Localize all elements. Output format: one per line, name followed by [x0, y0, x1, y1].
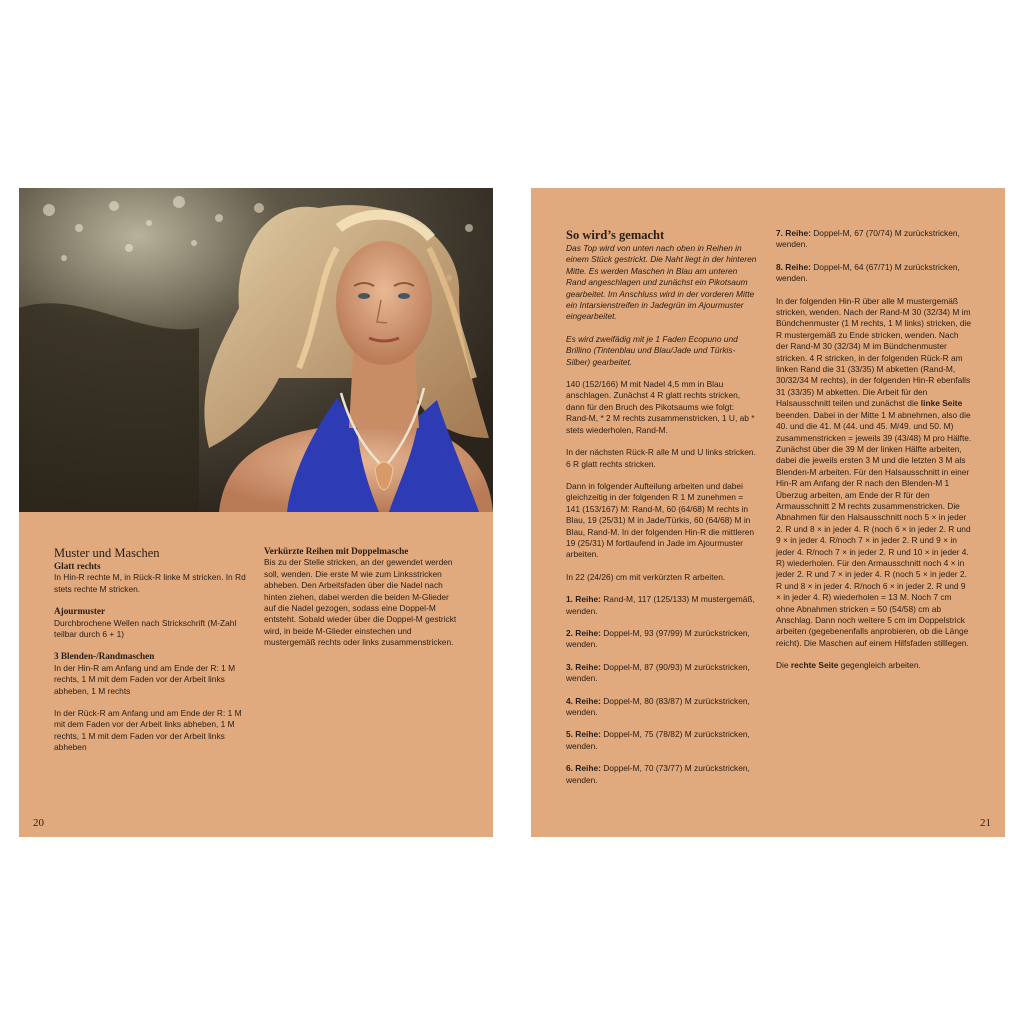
model-photo-illustration — [19, 188, 493, 512]
intro-italic: Es wird zweifädig mit je 1 Faden Ecopuno und Brillino (Tintenblau und Blau/Jade und Türkis-Silber) gearbeitet. — [566, 333, 738, 367]
section-heading-so-wirds-gemacht: So wird’s gemacht — [566, 228, 665, 242]
right-col-2 — [776, 228, 972, 672]
subheading: Ajourmuster — [54, 606, 106, 617]
row-instruction: 2. Reihe: Doppel-M, 93 (97/99) M zurückstricken, wenden. — [566, 627, 750, 650]
row-instruction: 5. Reihe: Doppel-M, 75 (78/82) M zurückstricken, wenden. — [566, 729, 750, 751]
intro-italic: Das Top wird von unten nach oben in Reihen in einem Stück gestrickt. Die Naht liegt in der hinteren Mitte. Es werden Maschen in Blau am unteren Rand angeschlagen und zunächst ein Pikotsaum gearbeitet. Im Anschluss wird in der vorderen Mitte ein Intarsienstreifen in Jadegrün im Ajourmuster eingearbeitet. — [566, 243, 757, 322]
body-text: In der nächsten Rück-R alle M und U links stricken. 6 R glatt rechts stricken. — [566, 447, 756, 469]
body-text: In der Hin-R am Anfang und am Ende der R: 1 M rechts, 1 M mit dem Faden vor der Arbeit links abheben, 1 M rechts — [54, 662, 236, 696]
body-text: In 22 (24/26) cm mit verkürzten R arbeiten. — [566, 571, 726, 582]
page-number-right: 21 — [980, 817, 991, 829]
left-page — [19, 188, 493, 837]
section-heading-muster: Muster und Maschen — [54, 546, 160, 560]
section-ajourmuster — [54, 606, 246, 640]
row-instruction: 4. Reihe: Doppel-M, 80 (83/87) M zurückstricken, wenden. — [566, 695, 750, 717]
page-number-left: 20 — [33, 817, 44, 829]
body-text: In der Rück-R am Anfang und am Ende der R: 1 M mit dem Faden vor der Arbeit links abheben, 1 M rechts, 1 M mit dem Faden vor der Arbeit links abheben — [54, 708, 242, 753]
row-instruction: 8. Reihe: Doppel-M, 64 (67/71) M zurückstricken, wenden. — [776, 261, 960, 284]
body-text: Dann in folgender Aufteilung arbeiten und dabei gleichzeitig in der folgenden R 1 M zunehmen = 141 (153/167) M: Rand-M, 60 (64/68) M rechts in Blau, 19 (25/31) M in Jade/Türkis, 60 (64/68) M in Blau, Rand-M. In der folgenden Hin-R die mittleren 19 (25/31) M fortlaufend in Jade im Ajourmuster arbeiten. — [566, 480, 755, 560]
body-text: Bis zu der Stelle stricken, an der gewendet werden soll, wenden. Die erste M wie zum Linksstricken abheben. Den Arbeitsfaden über die Nadel nach hinten ziehen, dabei werden die beiden M-Glieder auf die Nadel gezogen, sodass eine Doppel-M entsteht. Sobald wieder über die Doppel-M gestrickt wird, in beide M-Glieder einstechen und mustergemäß rechts oder links zusammenstricken. — [264, 557, 457, 648]
model-photo — [19, 188, 493, 512]
row-instruction: 6. Reihe: Doppel-M, 70 (73/77) M zurückstricken, wenden. — [566, 763, 750, 785]
row-instruction: 7. Reihe: Doppel-M, 67 (70/74) M zurückstricken, wenden. — [776, 228, 960, 250]
left-col-2 — [264, 546, 460, 649]
body-text: In Hin-R rechte M, in Rück-R linke M stricken. In Rd stets rechte M stricken. — [54, 572, 246, 594]
right-col-1 — [566, 228, 758, 786]
section-glatt-rechts — [54, 561, 246, 595]
body-text: Die rechte Seite gegengleich arbeiten. — [776, 660, 921, 671]
section-blenden-randmaschen — [54, 651, 246, 753]
subheading: Glatt rechts — [54, 561, 101, 571]
body-text: Durchbrochene Wellen nach Strickschrift (M-Zahl teilbar durch 6 + 1) — [54, 617, 237, 640]
body-text: In der folgenden Hin-R über alle M mustergemäß stricken, wenden. Nach der Rand-M 30 (32/34) M im Bündchenmuster (1 M rechts, 1 M links) stricken, die R mustergemäß zu Ende stricken, wenden. Nach der Rand-M 30 (32/34) M im Bündchenmuster stricken. 4 R stricken, in der folgenden Rück-R am linken Rand die 31 (33/35) M abketten (Rand-M, 30/32/34 M rechts), in der folgenden Hin-R ebenfalls 31 (33/35) M abketten. Die Arbeit für den Halsausschnitt teilen und zunächst die linke Seite beenden. Dabei in der Mitte 1 M abnehmen, also die 40. und die 41. M (44. und 45. M/49. und 50. M) zusammenstricken = jeweils 39 (43/48) M pro Hälfte. Zunächst über die 39 M der linken Hälfte arbeiten, dabei die jeweils ersten 3 M und die letzten 3 M als Blenden-M arbeiten. Für den Halsausschnitt in einer Hin-R am Anfang der R nach den Blenden-M 1 Überzug arbeiten, am Ende der R für den Armausschnitt 2 M rechts zusammenstricken. Die Abnahmen für den Halsausschnitt noch 5 × in jeder 2. R und 8 × in jeder 4. R (noch 6 × in jeder 2. R und 9 × in jeder 4. R/noch 7 × in jeder 2. R und 9 × in jeder 4. R/noch 7 × in jeder 2. R und 10 × in jeder 4. R) wiederholen. Für den Armausschnitt noch 4 × in jeder 2. R und 7 × in jeder 4. R (noch 5 × in jeder 2. R und 8 × in jeder 4. R/noch 6 × in jeder 2. R und 9 × in jeder 4. R) wiederholen = 13 M. Noch 7 cm ohne Abnahmen stricken = 50 (54/58) cm ab Anschlag. Dann noch weitere 5 cm im Doppelstrick arbeiten (gegebenenfalls anprobieren, ob die Länge reicht). Die Maschen auf einem Hilfsfaden stilllegen. — [776, 295, 972, 648]
row-instruction: 1. Reihe: Rand-M, 117 (125/133) M mustergemäß, wenden. — [566, 594, 755, 616]
body-text: 140 (152/166) M mit Nadel 4,5 mm in Blau anschlagen. Zunächst 4 R glatt rechts stricken, dann für den Bruch des Pikotsaums wie folgt: Rand-M, * 2 M rechts zusammenstricken, 1 U, ab * stets wiederholen, Rand-M. — [566, 379, 755, 435]
row-instruction: 3. Reihe: Doppel-M, 87 (90/93) M zurückstricken, wenden. — [566, 661, 750, 684]
subheading: 3 Blenden-/Randmaschen — [54, 651, 155, 662]
right-page — [531, 188, 1005, 837]
left-col-1 — [54, 546, 246, 765]
subheading-verkuerzte-reihen: Verkürzte Reihen mit Doppelmasche — [264, 546, 409, 556]
